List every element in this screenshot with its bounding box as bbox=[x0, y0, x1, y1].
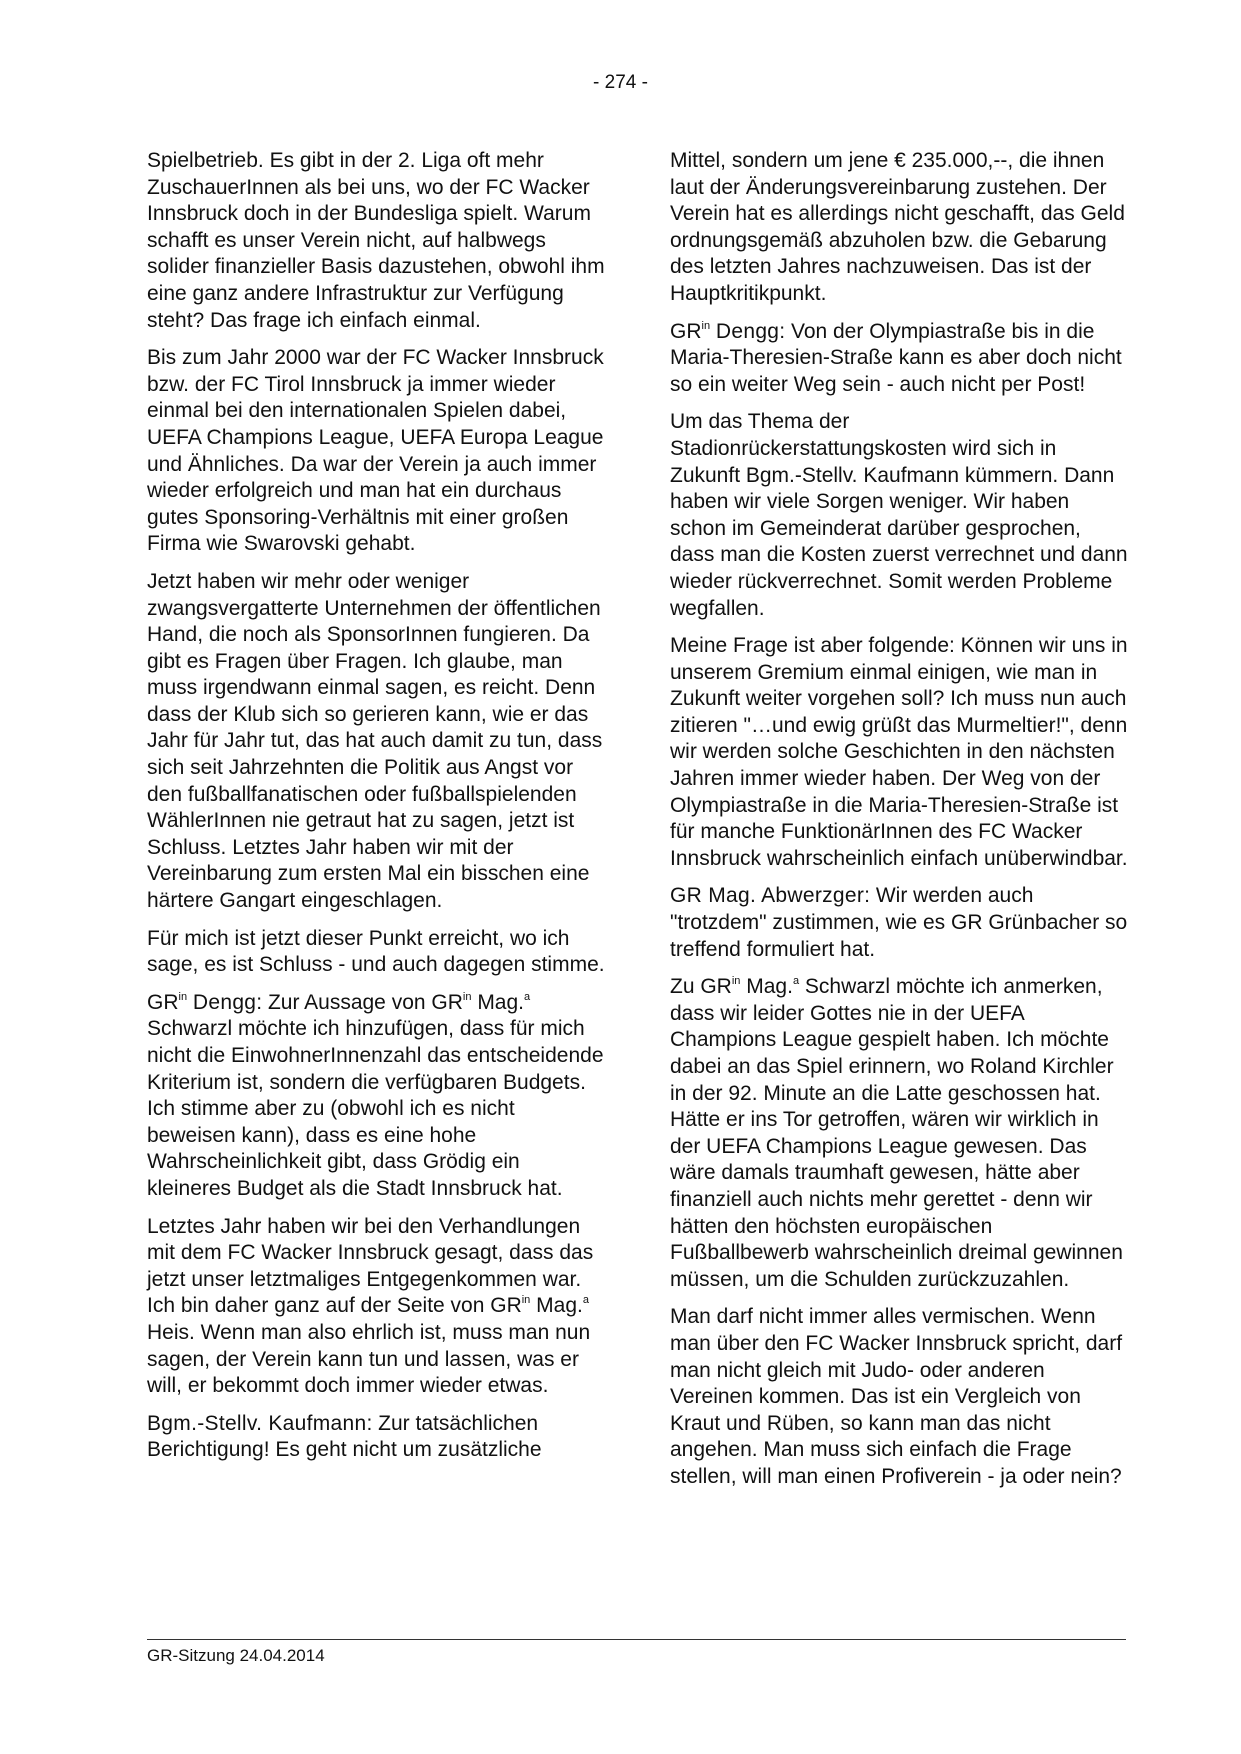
speaker-name: GR Mag. Abwerzger bbox=[670, 884, 865, 908]
text: möchte ich anmerken, dass wir leider Gottes nie in der UEFA Champions League gespielt haben. Ich möchte dabei an das Spiel erinnern, wo Roland Kirchler in der 92. Minute an die Latte geschossen hat. Hätte er ins Tor getroffen, wären wir wirklich in der UEFA Champions League gewesen. Das wäre damals traumhaft gewesen, hätte aber finanziell auch nichts mehr gerettet - denn wir hätten den höchsten europäischen Fußballbewerb wahrscheinlich dreimal gewinnen müssen, um die Schulden zurückzuzahlen. bbox=[670, 975, 1123, 1291]
paragraph: Bis zum Jahr 2000 war der FC Wacker Innsbruck bzw. der FC Tirol Innsbruck ja immer wieder einmal bei den internationalen Spielen dabei, UEFA Champions League, UEFA Europa League und Ähnliches. Da war der Verein ja auch immer wieder erfolgreich und man hat ein durchaus gutes Sponsoring-Verhältnis mit einer großen Firma wie Swarovski gehabt. bbox=[147, 346, 604, 556]
paragraph bbox=[670, 883, 1130, 963]
footer: GR-Sitzung 24.04.2014 bbox=[147, 1646, 325, 1665]
paragraph: Man darf nicht immer alles vermischen. Wenn man über den FC Wacker Innsbruck spricht, darf man nicht gleich mit Judo- oder anderen Vereinen kommen. Das ist ein Vergleich von Kraut und Rüben, so kann man das nicht angehen. Man muss sich einfach die Frage stellen, will man einen Profiverein - ja oder nein? bbox=[670, 1305, 1123, 1488]
right-column bbox=[670, 148, 1130, 1502]
text: Mag. bbox=[746, 975, 793, 999]
paragraph bbox=[670, 319, 1130, 399]
speaker-title: GR bbox=[147, 990, 179, 1014]
left-column bbox=[147, 148, 607, 1475]
text: Letztes Jahr haben wir bei den Verhandlungen mit dem FC Wacker Innsbruck gesagt, dass das jetzt unser letztmaliges Entgegenkommen war. Ich bin daher ganz auf der Seite von bbox=[147, 1214, 594, 1318]
text: : Von der Olympiastraße bis in die Maria-Theresien-Straße kann es aber doch nicht so ein weiter Weg sein - auch nicht per Post! bbox=[670, 319, 1122, 396]
superscript: in bbox=[462, 990, 472, 1003]
superscript: in bbox=[521, 1294, 531, 1307]
paragraph bbox=[147, 1411, 607, 1464]
paragraph bbox=[670, 974, 1130, 1293]
paragraph: Spielbetrieb. Es gibt in der 2. Liga oft mehr ZuschauerInnen als bei uns, wo der FC Wacker Innsbruck doch in der Bundesliga spielt. Warum schafft es unser Verein nicht, auf halbwegs solider finanzieller Basis dazustehen, obwohl ihm eine ganz andere Infrastruktur zur Verfügung steht? Das frage ich einfach einmal. bbox=[147, 149, 605, 332]
paragraph: Mittel, sondern um jene € 235.000,--, die ihnen laut der Änderungsvereinbarung zustehen. Der Verein hat es allerdings nicht geschafft, das Geld ordnungsgemäß abzuholen bzw. die Gebarung des letzten Jahres nachzuweisen. Das ist der Hauptkritikpunkt. bbox=[670, 149, 1125, 305]
paragraph: Jetzt haben wir mehr oder weniger zwangsvergatterte Unternehmen der öffentlichen Hand, die noch als SponsorInnen fungieren. Da gibt es Fragen über Fragen. Ich glaube, man muss irgendwann einmal sagen, es reicht. Denn dass der Klub sich so gerieren kann, wie er das Jahr für Jahr tut, das hat auch damit zu tun, dass sich seit Jahrzehnten die Politik aus Angst vor den fußballfanatischen oder fußballspielenden WählerInnen nie getraut hat zu sagen, jetzt ist Schluss. Letztes Jahr haben wir mit der Vereinbarung zum ersten Mal ein bisschen eine härtere Gangart eingeschlagen. bbox=[147, 569, 603, 913]
superscript: in bbox=[731, 975, 741, 988]
superscript: in bbox=[178, 990, 188, 1003]
text: . Wenn man also ehrlich ist, muss man nun sagen, der Verein kann tun und lassen, was er will, er bekommt doch immer wieder etwas. bbox=[147, 1320, 591, 1398]
text: : Zur Aussage von bbox=[256, 990, 432, 1014]
text: Zu bbox=[670, 975, 701, 999]
speaker-name: Dengg bbox=[192, 990, 257, 1014]
paragraph: Meine Frage ist aber folgende: Können wir uns in unserem Gremium einmal einigen, wie man in Zukunft weiter vorgehen soll? Ich muss nun auch zitieren "…und ewig grüßt das Murmeltier!", denn wir werden solche Geschichten in den nächsten Jahren immer wieder haben. Der Weg von der Olympiastraße in die Maria-Theresien-Straße ist für manche FunktionärInnen des FC Wacker Innsbruck wahrscheinlich einfach unüberwindbar. bbox=[670, 634, 1128, 870]
text: : Zur tatsächlichen Berichtigung! Es geht nicht um zusätzliche bbox=[147, 1411, 542, 1462]
superscript: a bbox=[524, 990, 531, 1003]
superscript: in bbox=[701, 319, 711, 332]
text: GR bbox=[700, 975, 732, 999]
speaker-name: Bgm.-Stellv. Kaufmann bbox=[147, 1411, 367, 1435]
paragraph bbox=[147, 1214, 607, 1400]
text: möchte ich hinzufügen, dass für mich nicht die EinwohnerInnenzahl das entscheidende Kriterium ist, sondern die verfügbaren Budgets. Ich stimme aber zu (obwohl ich es nicht beweisen kann), dass es eine hohe Wahrscheinlichkeit gibt, dass Grödig ein kleineres Budget als die Stadt Innsbruck hat. bbox=[147, 1017, 604, 1200]
text: Heis bbox=[147, 1320, 190, 1344]
text: GR bbox=[431, 990, 463, 1014]
text: GR bbox=[490, 1294, 522, 1318]
text: : Wir werden auch "trotzdem" zustimmen, wie es GR Grünbacher so treffend formuliert hat. bbox=[670, 884, 1128, 961]
speaker-title: GR bbox=[670, 319, 702, 343]
speaker-name: Dengg bbox=[715, 319, 780, 343]
paragraph bbox=[147, 990, 607, 1203]
text: Mag. bbox=[536, 1294, 583, 1318]
paragraph: Für mich ist jetzt dieser Punkt erreicht, wo ich sage, es ist Schluss - und auch dagegen stimme. bbox=[147, 926, 605, 977]
paragraph: Um das Thema der Stadionrückerstattungskosten wird sich in Zukunft Bgm.-Stellv. Kaufmann kümmern. Dann haben wir viele Sorgen weniger. Wir haben schon im Gemeinderat darüber gesprochen, dass man die Kosten zuerst verrechnet und dann wieder rückverrechnet. Somit werden Probleme wegfallen. bbox=[670, 410, 1128, 620]
superscript: a bbox=[582, 1294, 589, 1307]
text: Schwarzl bbox=[147, 1017, 233, 1041]
page-number: - 274 - bbox=[593, 72, 648, 93]
superscript: a bbox=[792, 975, 800, 988]
footer-divider bbox=[147, 1639, 1126, 1640]
text: Schwarzl bbox=[804, 975, 891, 999]
text: Mag. bbox=[477, 990, 524, 1014]
